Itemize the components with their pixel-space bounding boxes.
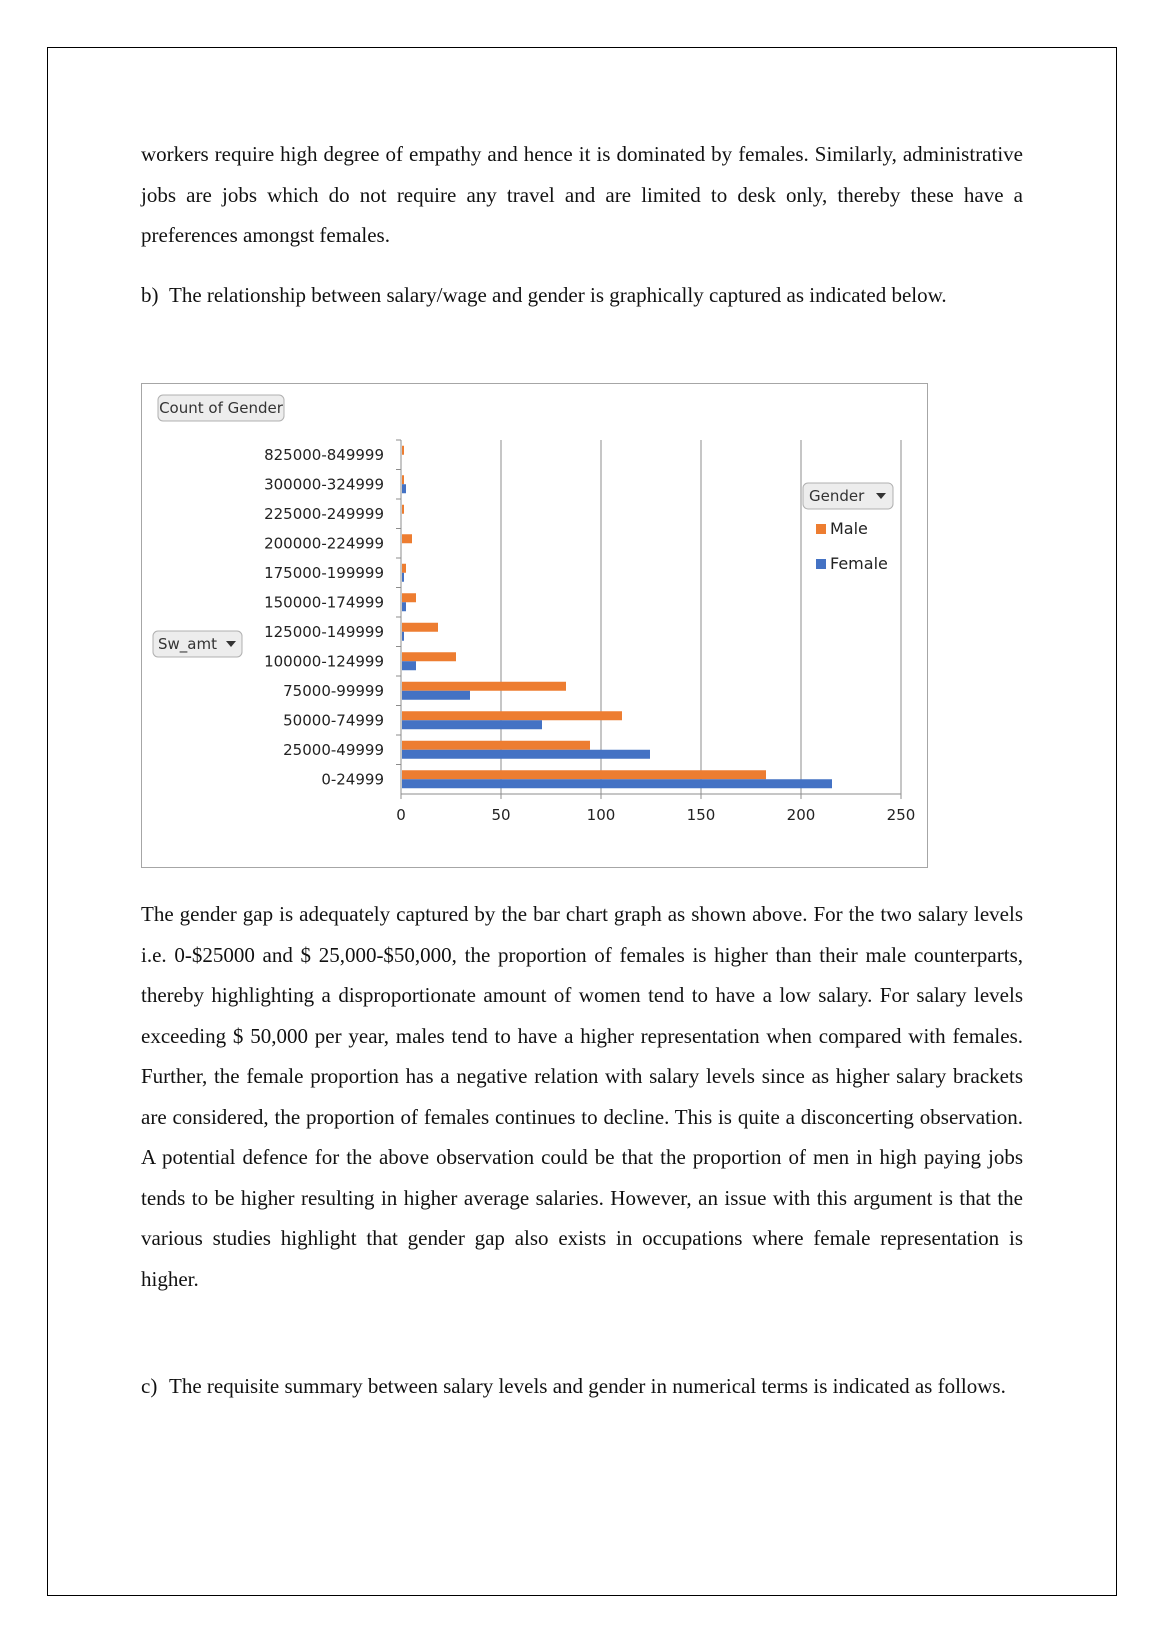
row-field-label: Sw_amt — [158, 635, 217, 653]
chart-title: Count of Gender — [159, 399, 283, 417]
y-tick-label: 25000-49999 — [283, 740, 384, 759]
list-item-c — [141, 1366, 1023, 1407]
x-tick-label: 0 — [396, 806, 406, 824]
bar-male — [402, 534, 412, 543]
chart-title-button[interactable] — [158, 395, 284, 421]
list-marker-c: c) — [141, 1374, 158, 1398]
x-tick-label: 100 — [586, 806, 616, 824]
bar-male — [402, 505, 404, 514]
bar-male — [402, 682, 566, 691]
bar-male — [402, 475, 404, 484]
bar-female — [402, 484, 406, 493]
y-tick-label: 300000-324999 — [264, 475, 384, 494]
bar-male — [402, 564, 406, 573]
intro-paragraph: workers require high degree of empathy and hence it is dominated by females. Similarly, administrative jobs are jobs which do not require any travel and are limited to desk only, thereby these have a preferences amongst females. — [141, 142, 1023, 247]
bar-male — [402, 741, 590, 750]
bar-female — [402, 661, 416, 670]
y-tick-label: 825000-849999 — [264, 445, 384, 464]
bar-female — [402, 691, 470, 700]
bar-female — [402, 779, 832, 788]
bar-female — [402, 750, 650, 759]
x-tick-label: 200 — [786, 806, 816, 824]
row-field-button[interactable] — [153, 631, 242, 657]
y-tick-label: 200000-224999 — [264, 534, 384, 553]
bar-male — [402, 711, 622, 720]
x-tick-label: 50 — [491, 806, 511, 824]
bar-female — [402, 602, 406, 611]
bar-female — [402, 720, 542, 729]
analysis-paragraph: The gender gap is adequately captured by the bar chart graph as shown above. For the two salary levels i.e. 0-$25000 and $ 25,000-$50,000, the proportion of females is higher than their male counterparts, thereby highlighting a disproportionate amount of women tend to have a low salary. For salary levels exceeding $ 50,000 per year, males tend to have a higher representation when compared with females. Further, the female proportion has a negative relation with salary levels since as higher salary brackets are considered, the proportion of females continues to decline. This is quite a disconcerting observation. A potential defence for the above observation could be that the proportion of men in high paying jobs tends to be higher resulting in higher average salaries. However, an issue with this argument is that the various studies highlight that gender gap also exists in occupations where female representation is higher. — [141, 902, 1023, 1291]
legend-swatch-male — [816, 524, 826, 534]
bar-male — [402, 446, 404, 455]
bar-chart — [141, 383, 928, 868]
y-tick-label: 100000-124999 — [264, 652, 384, 671]
y-tick-label: 175000-199999 — [264, 563, 384, 582]
list-text-c: The requisite summary between salary levels and gender in numerical terms is indicated as follows. — [169, 1374, 1006, 1398]
legend-label-male: Male — [830, 519, 868, 538]
y-tick-label: 75000-99999 — [283, 681, 384, 700]
legend — [801, 482, 893, 573]
bar-female — [402, 632, 404, 641]
x-tick-label: 250 — [886, 806, 916, 824]
bar-chart-svg — [142, 384, 929, 869]
bar-male — [402, 593, 416, 602]
bar-male — [402, 623, 438, 632]
list-text-b: The relationship between salary/wage and gender is graphically captured as indicated below. — [169, 283, 947, 307]
x-tick-label: 150 — [686, 806, 716, 824]
legend-title-button[interactable] — [803, 483, 893, 509]
y-tick-label: 0-24999 — [321, 770, 384, 789]
legend-swatch-female — [816, 559, 826, 569]
y-tick-label: 150000-174999 — [264, 593, 384, 612]
list-item-b — [141, 275, 1023, 316]
legend-label-female: Female — [830, 554, 888, 573]
y-tick-label: 225000-249999 — [264, 504, 384, 523]
y-tick-label: 50000-74999 — [283, 711, 384, 730]
bar-male — [402, 652, 456, 661]
bar-male — [402, 770, 766, 779]
legend-title: Gender — [809, 487, 865, 505]
y-tick-label: 125000-149999 — [264, 622, 384, 641]
list-marker-b: b) — [141, 283, 159, 307]
bar-female — [402, 573, 404, 582]
